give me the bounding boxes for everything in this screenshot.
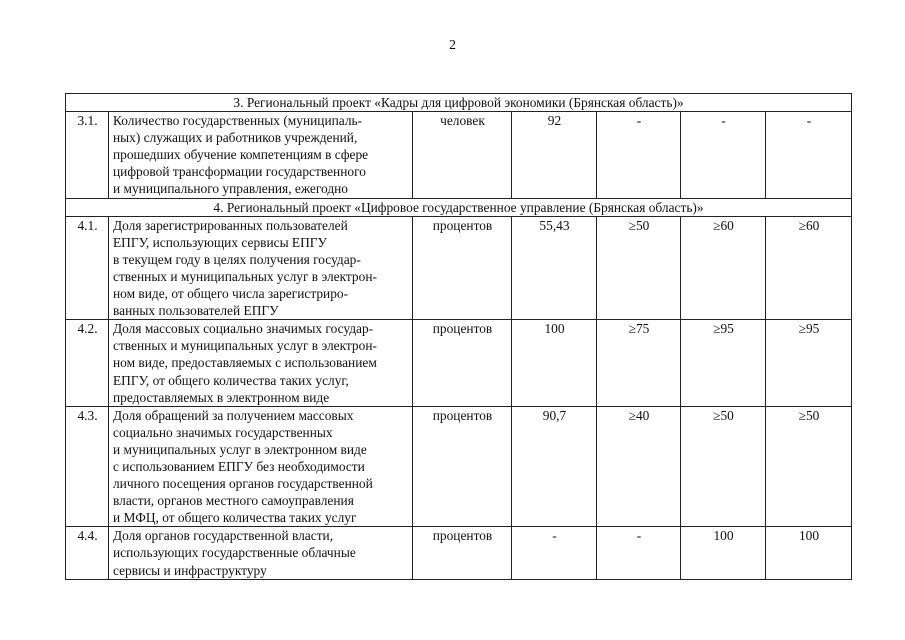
description-line: ном виде, предоставляемых с использованием (113, 355, 377, 371)
description-line: ственных и муниципальных услуг в электрон- (113, 268, 377, 284)
indicator-value: ≥95 (681, 320, 766, 406)
indicator-number: 4.4. (66, 527, 109, 579)
indicator-value: - (766, 112, 852, 198)
description-line: цифровой трансформации государственного (113, 164, 366, 180)
indicator-value: ≥50 (597, 216, 681, 320)
indicator-value: 55,43 (512, 216, 597, 320)
indicator-value: ≥60 (681, 216, 766, 320)
indicator-value: ≥95 (766, 320, 852, 406)
description-line: ном виде, от общего числа зарегистриро- (113, 286, 349, 302)
section-title: 4. Региональный проект «Цифровое государственное управление (Брянская область)» (66, 198, 852, 216)
description-line: и МФЦ, от общего количества таких услуг (113, 510, 357, 526)
indicator-value: 100 (512, 320, 597, 406)
description-line: использующих государственные облачные (113, 545, 356, 561)
page-number: 2 (449, 38, 456, 53)
description-line: в текущем году в целях получения государ- (113, 251, 361, 267)
table-row (66, 406, 852, 527)
indicator-value: ≥60 (766, 216, 852, 320)
indicator-value: - (681, 112, 766, 198)
description-line: ных) служащих и работников учреждений, (113, 130, 358, 146)
description-line: ЕПГУ, от общего количества таких услуг, (113, 372, 349, 388)
section-header-row (66, 198, 852, 216)
indicator-unit: процентов (413, 216, 512, 320)
table-row (66, 112, 852, 198)
indicator-unit: человек (413, 112, 512, 198)
description-line: Доля органов государственной власти, (113, 528, 334, 544)
indicator-value: - (597, 527, 681, 579)
indicator-value: 100 (766, 527, 852, 579)
description-line: ванных пользователей ЕПГУ (113, 303, 279, 319)
description-line: Доля обращений за получением массовых (113, 407, 354, 423)
indicator-value: 92 (512, 112, 597, 198)
description-line: предоставляемых в электронном виде (113, 389, 330, 405)
indicator-number: 3.1. (66, 112, 109, 198)
indicator-table (65, 93, 852, 580)
indicator-value: - (512, 527, 597, 579)
description-line: ственных и муниципальных услуг в электрон- (113, 338, 377, 354)
indicator-value: - (597, 112, 681, 198)
description-line: прошедших обучение компетенциям в сфере (113, 147, 369, 163)
description-line: Доля зарегистрированных пользователей (113, 217, 348, 233)
description-line: Количество государственных (муниципаль- (113, 113, 363, 129)
description-line: власти, органов местного самоуправления (113, 493, 354, 509)
indicator-value: ≥50 (766, 406, 852, 527)
description-line: сервисы и инфраструктуру (113, 562, 267, 578)
section-title: 3. Региональный проект «Кадры для цифровой экономики (Брянская область)» (66, 94, 852, 112)
indicator-number: 4.2. (66, 320, 109, 406)
description-line: ЕПГУ, использующих сервисы ЕПГУ (113, 234, 327, 250)
table-body (66, 94, 852, 580)
section-header-row (66, 94, 852, 112)
table-row (66, 216, 852, 320)
indicator-value: 100 (681, 527, 766, 579)
indicator-value: ≥40 (597, 406, 681, 527)
table-row (66, 527, 852, 579)
description-line: с использованием ЕПГУ без необходимости (113, 458, 365, 474)
indicator-number: 4.1. (66, 216, 109, 320)
description-line: личного посещения органов государственной (113, 476, 373, 492)
indicator-unit: процентов (413, 406, 512, 527)
indicator-description (109, 216, 413, 320)
description-line: и муниципального управления, ежегодно (113, 181, 348, 197)
description-line: Доля массовых социально значимых государ- (113, 321, 374, 337)
indicator-unit: процентов (413, 527, 512, 579)
indicator-unit: процентов (413, 320, 512, 406)
indicator-description (109, 320, 413, 406)
description-line: социально значимых государственных (113, 424, 333, 440)
table-row (66, 320, 852, 406)
indicator-value: ≥75 (597, 320, 681, 406)
description-line: и муниципальных услуг в электронном виде (113, 441, 367, 457)
indicator-description (109, 527, 413, 579)
indicator-number: 4.3. (66, 406, 109, 527)
indicator-value: ≥50 (681, 406, 766, 527)
indicator-description (109, 112, 413, 198)
indicator-description (109, 406, 413, 527)
indicator-value: 90,7 (512, 406, 597, 527)
